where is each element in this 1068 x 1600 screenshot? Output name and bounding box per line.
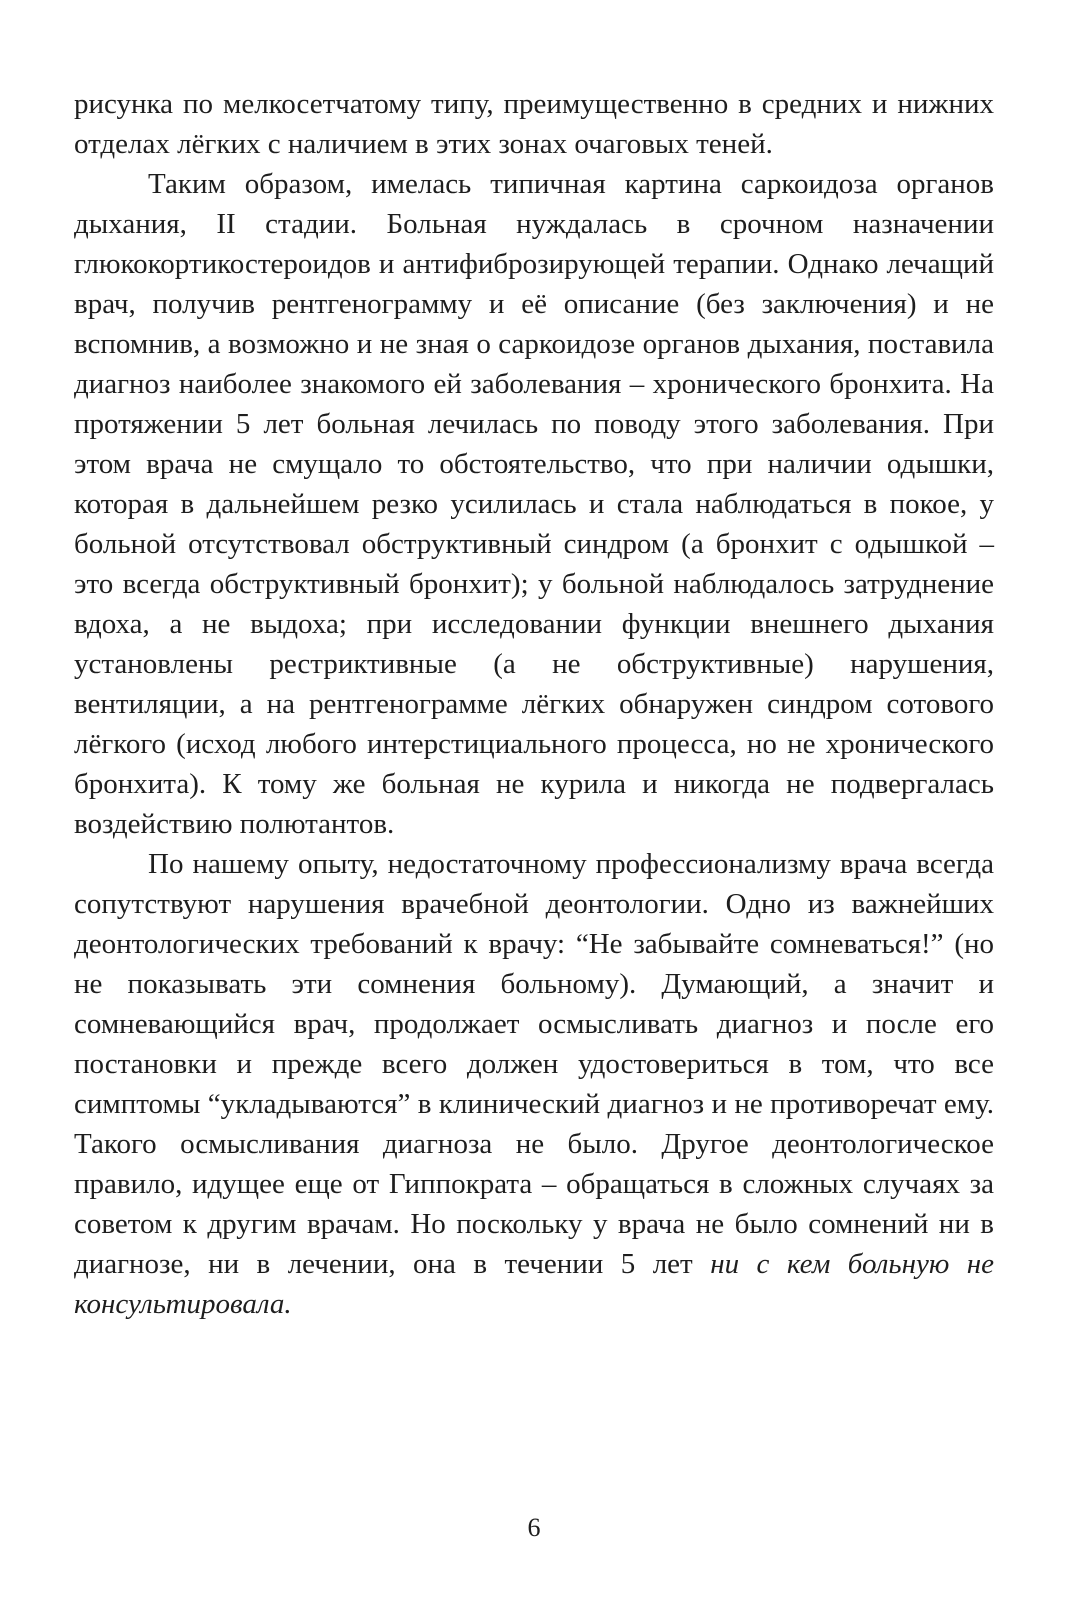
page-number: 6 xyxy=(527,1513,541,1542)
paragraph-3-text: По нашему опыту, недостаточному профессионализму врача всегда сопутствуют нарушения врачебной деонтологии. Одно из важнейших деонтологических требований к врачу: “Не забывайте сомневаться!” (но не показывать эти сомнения больному). Думающий, а значит и сомневающийся врач, продолжает осмысливать диагноз и после его постановки и прежде всего должен удостовериться в том, что все симптомы “укладываются” в клинический диагноз и не противоречат ему. Такого осмысливания диагноза не было. Другое деонтологическое правило, идущее еще от Гиппократа – обращаться в сложных случаях за советом к другим врачам. Но поскольку у врача не было сомнений ни в диагнозе, ни в лечении, она в течении 5 лет xyxy=(74,848,994,1280)
body-text xyxy=(74,84,994,1324)
paragraph-2-text: Таким образом, имелась типичная картина саркоидоза органов дыхания, II стадии. Больная нуждалась в срочном назначении глюкокортикостероидов и антифиброзирующей терапии. Однако лечащий врач, получив рентгенограмму и её описание (без заключения) и не вспомнив, а возможно и не зная о саркоидозе органов дыхания, поставила диагноз наиболее знакомого ей заболевания – хронического бронхита. На протяжении 5 лет больная лечилась по поводу этого заболевания. При этом врача не смущало то обстоятельство, что при наличии одышки, которая в дальнейшем резко усилилась и стала наблюдаться в покое, у больной отсутствовал обструктивный синдром (а бронхит с одышкой – это всегда обструктивный бронхит); у больной наблюдалось затруднение вдоха, а не выдоха; при исследовании функции внешнего дыхания установлены рестриктивные (а не обструктивные) нарушения, вентиляции, а на рентгенограмме лёгких обнаружен синдром сотового лёгкого (исход любого интерстициального процесса, но не хронического бронхита). К тому же больная не курила и никогда не подвергалась воздействию полютантов. xyxy=(74,168,994,840)
paragraph-1-text: рисунка по мелкосетчатому типу, преимущественно в средних и нижних отделах лёгких с наличием в этих зонах очаговых теней. xyxy=(74,88,994,160)
paragraph-1 xyxy=(74,84,994,164)
paragraph-3 xyxy=(74,844,994,1324)
paragraph-3-italic-text: ни с кем больную не консультировала. xyxy=(74,1248,995,1320)
paragraph-2 xyxy=(74,164,994,844)
